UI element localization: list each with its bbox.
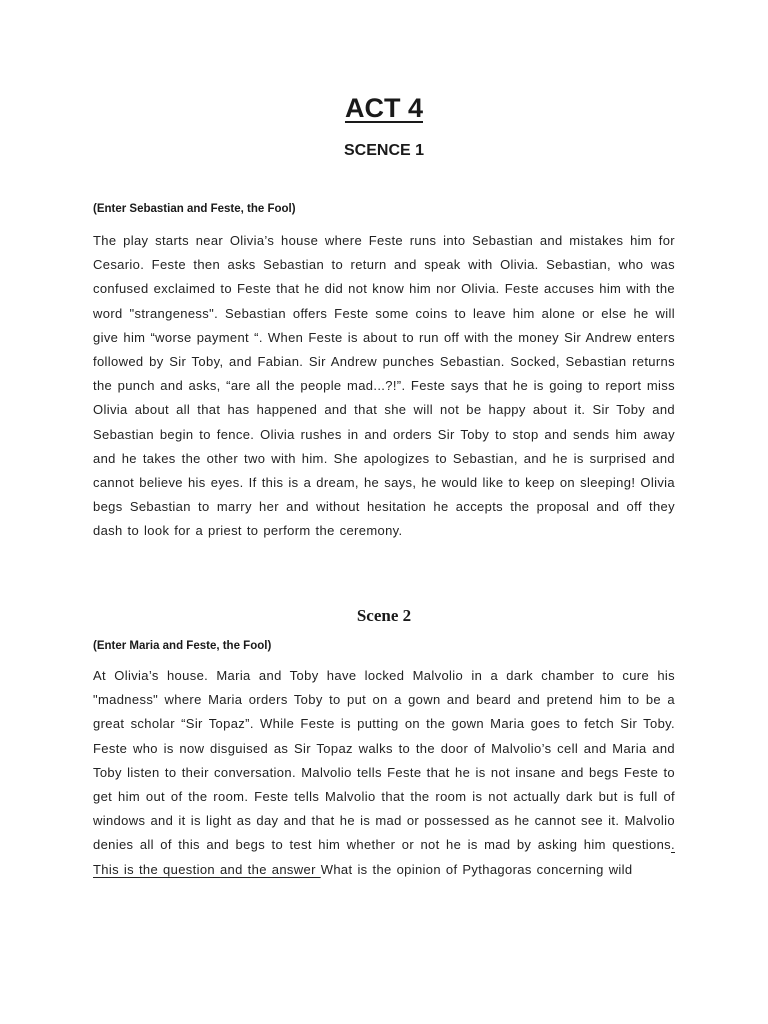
scene-2-paragraph-end: What is the opinion of Pythagoras concerning wild	[320, 861, 633, 877]
act-title	[0, 88, 768, 128]
scene-1-paragraph: The play starts near Olivia’s house where Feste runs into Sebastian and mistakes him for Cesario. Feste then asks Sebastian to return and speak with Olivia. Sebastian, who was confused exclaimed to Feste that he did not know him nor Olivia. Feste accuses him with the word "strangeness". Sebastian offers Feste some coins to leave him alone or else he will give him “worse payment “. When Feste is about to run off with the money Sir Andrew enters followed by Sir Toby, and Fabian. Sir Andrew punches Sebastian. Socked, Sebastian returns the punch and asks, “are all the people mad...?!”. Feste says that he is going to report miss Olivia about all that has happened and that she will not be happy about it. Sir Toby and Sebastian begin to fence. Olivia rushes in and orders Sir Toby to stop and sends him away and he takes the other two with him. She apologizes to Sebastian, and he is surprised and cannot believe his eyes. If this is a dream, he says, he would like to keep on sleeping! Olivia begs Sebastian to marry her and without hesitation he accepts the proposal and off they dash to look for a priest to perform the ceremony.	[93, 233, 675, 539]
scene-1-stage-direction: (Enter Sebastian and Feste, the Fool)	[93, 203, 296, 215]
scene-2-underlined-text: . This is the question and the answer	[93, 837, 675, 877]
scene-2-paragraph-start: At Olivia’s house. Maria and Toby have locked Malvolio in a dark chamber to cure his "madness" where Maria orders Toby to put on a gown and beard and pretend him to be a great scholar “Sir Topaz”. While Feste is putting on the gown Maria goes to fetch Sir Toby. Feste who is now disguised as Sir Topaz walks to the door of Malvolio’s cell and Maria and Toby listen to their conversation. Malvolio tells Feste that he is not insane and begs Feste to get him out of the room. Feste tells Malvolio that the room is not actually dark but is full of windows and it is light as day and that he is mad or possessed as he cannot see it. Malvolio denies all of this and begs to test him whether or not he is mad by asking him questions	[93, 668, 675, 853]
scene-1-title: SCENCE 1	[343, 142, 425, 159]
scene-2-title: Scene 2	[356, 606, 412, 625]
act-title-text: ACT 4	[344, 93, 423, 123]
scene-2-paragraph	[93, 664, 675, 882]
scene-2-stage-direction: (Enter Maria and Feste, the Fool)	[93, 640, 272, 652]
